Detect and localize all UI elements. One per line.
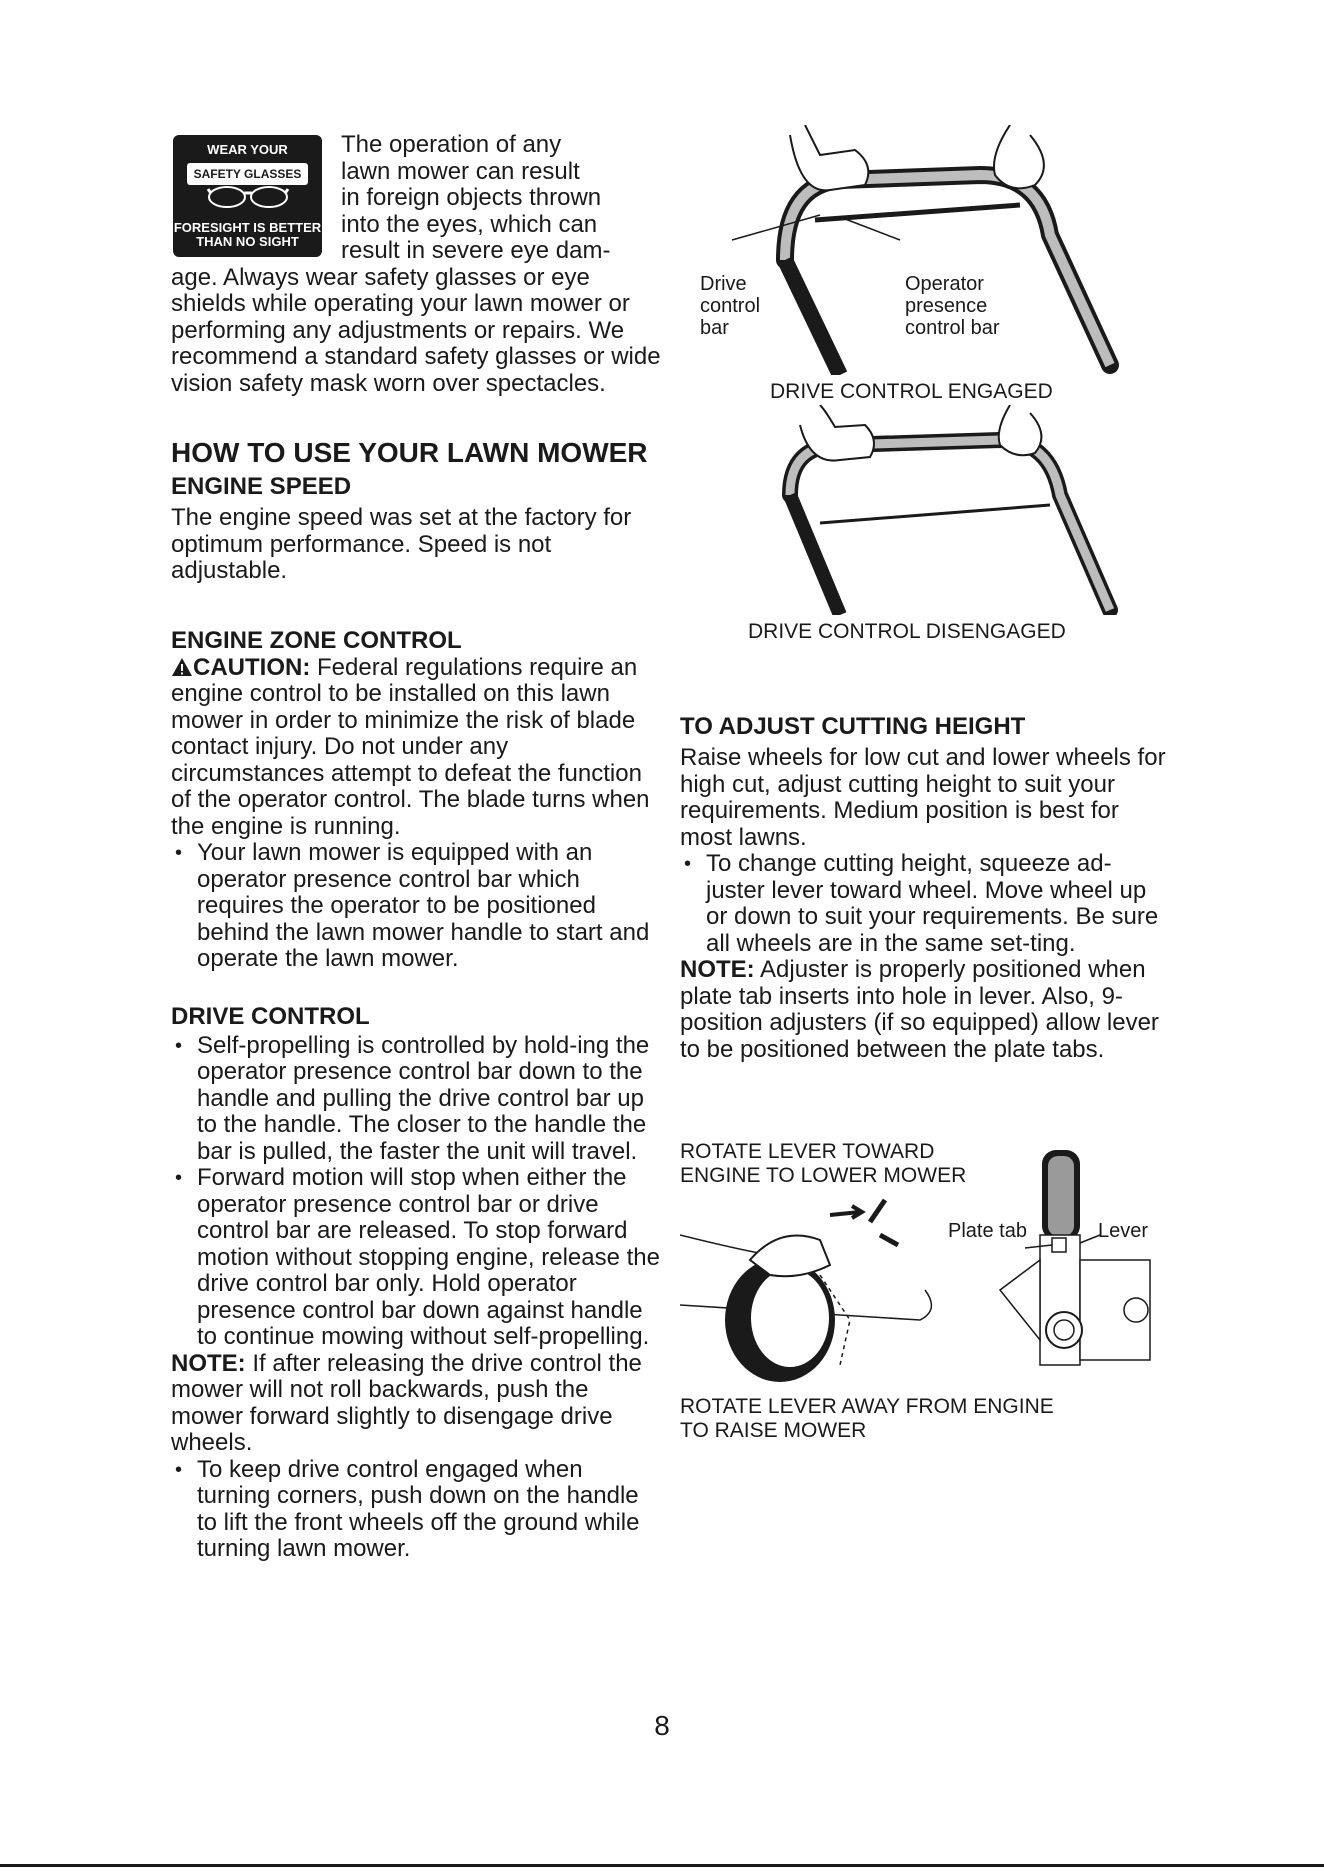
glasses-icon (203, 185, 293, 215)
cutting-note (680, 957, 1170, 1063)
safety-intro (171, 132, 661, 397)
drive-control-disengaged-figure (760, 405, 1120, 615)
engine-zone-heading: ENGINE ZONE CONTROL (171, 626, 462, 654)
drive-control-engaged-figure (690, 125, 1130, 375)
drive-control-heading: DRIVE CONTROL (171, 1002, 370, 1030)
intro-line: into the eyes, which can (341, 210, 598, 238)
operator-label: control bar (905, 317, 1000, 339)
note-label: NOTE: (171, 1349, 246, 1377)
drive-control-bullets (171, 1033, 661, 1351)
page-number: 8 (654, 1710, 670, 1741)
disengaged-caption: DRIVE CONTROL DISENGAGED (748, 620, 1066, 643)
list-item: • To change cutting height, squeeze ad-juster lever toward wheel. Move wheel up or down to suit your requirements. Be sure all wheels are in the same set-ting. (680, 851, 1170, 957)
handle-disengaged-illustration (760, 405, 1120, 615)
intro-line: lawn mower can result (341, 157, 580, 185)
intro-line: result in severe eye dam- (341, 237, 611, 264)
note-text: If after releasing the drive control the mower will not roll backwards, push the mower forward slightly to disengage drive wheels. (171, 1349, 642, 1456)
note-label: NOTE: (680, 956, 755, 983)
list-item: • Forward motion will stop when either the operator presence control bar or drive control bar are released. To stop forward motion without stopping engine, release the drive control bar only. Hold operator presence control bar down against handle to continue mowing without self-propelling. (171, 1165, 661, 1351)
operator-label: presence (905, 295, 988, 317)
engine-speed-heading: ENGINE SPEED (171, 473, 352, 500)
badge-line: THAN NO SIGHT (196, 234, 299, 249)
intro-line: The operation of any (341, 131, 562, 158)
cutting-height-figure (680, 1140, 1160, 1390)
drive-label: Drive (700, 273, 747, 295)
operator-label: Operator (905, 273, 984, 295)
cutting-height-bullets (680, 851, 1170, 957)
bottom-rule (0, 1864, 1324, 1867)
badge-line: FORESIGHT IS BETTER (173, 220, 322, 235)
section-title: HOW TO USE YOUR LAWN MOWER (171, 437, 648, 468)
wheel-adjuster-illustration (680, 1140, 1160, 1390)
cutting-height-section (680, 713, 1170, 1063)
note-text: Adjuster is properly positioned when plate tab inserts into hole in lever. Also, 9-position adjusters (if so equipped) allow lever to be positioned between the plate tabs. (680, 956, 1159, 1063)
left-column (171, 132, 661, 1563)
list-item: • Your lawn mower is equipped with an operator presence control bar which requires the operator to be positioned behind the lawn mower handle to start and operate the lawn mower. (171, 840, 661, 973)
drive-note (171, 1351, 661, 1457)
caution-label: CAUTION: (193, 653, 311, 681)
intro-paragraph: age. Always wear safety glasses or eye shields while operating your lawn mower or performing any adjustments or repairs. We recommend a standard safety glasses or wide vision safety mask worn over spectacles. (171, 263, 661, 397)
rotate-toward-caption: ROTATE LEVER TOWARD (680, 1140, 935, 1163)
lever-label: Lever (1098, 1220, 1149, 1242)
drive-label: control (700, 295, 761, 317)
list-item: • To keep drive control engaged when turning corners, push down on the handle to lift the front wheels off the ground while turning lawn mower. (171, 1457, 661, 1563)
caution-text: Federal regulations require an engine control to be installed on this lawn mower in order to minimize the risk of blade contact injury. Do not under any circumstances attempt to defeat the function of the operator control. The blade turns when the engine is running. (171, 653, 650, 840)
rotate-toward-caption: ENGINE TO LOWER MOWER (680, 1164, 967, 1187)
badge-line: SAFETY GLASSES (193, 167, 302, 181)
engaged-caption: DRIVE CONTROL ENGAGED (770, 380, 1053, 403)
caution-paragraph (171, 655, 661, 841)
cutting-height-heading: TO ADJUST CUTTING HEIGHT (680, 713, 1026, 740)
intro-line: in foreign objects thrown (341, 184, 602, 211)
badge-line: WEAR YOUR (207, 142, 288, 157)
rotate-away-caption: ROTATE LEVER AWAY FROM ENGINE (680, 1395, 1054, 1418)
drive-control-bullets-2 (171, 1457, 661, 1563)
warning-triangle-icon (171, 657, 193, 677)
cutting-height-text: Raise wheels for low cut and lower wheels for high cut, adjust cutting height to suit your requirements. Medium position is best for most lawns. (680, 744, 1166, 851)
plate-tab-label: Plate tab (948, 1220, 1027, 1242)
safety-glasses-badge (173, 135, 322, 257)
drive-label: bar (700, 317, 729, 339)
engine-zone-bullets (171, 840, 661, 973)
engine-speed-text: The engine speed was set at the factory for optimum performance. Speed is not adjustable. (171, 504, 632, 584)
rotate-away-caption: TO RAISE MOWER (680, 1419, 867, 1442)
list-item: • Self-propelling is controlled by hold-ing the operator presence control bar down to the handle and pulling the drive control bar up to the handle. The closer to the handle the bar is pulled, the faster the unit will travel. (171, 1033, 661, 1166)
